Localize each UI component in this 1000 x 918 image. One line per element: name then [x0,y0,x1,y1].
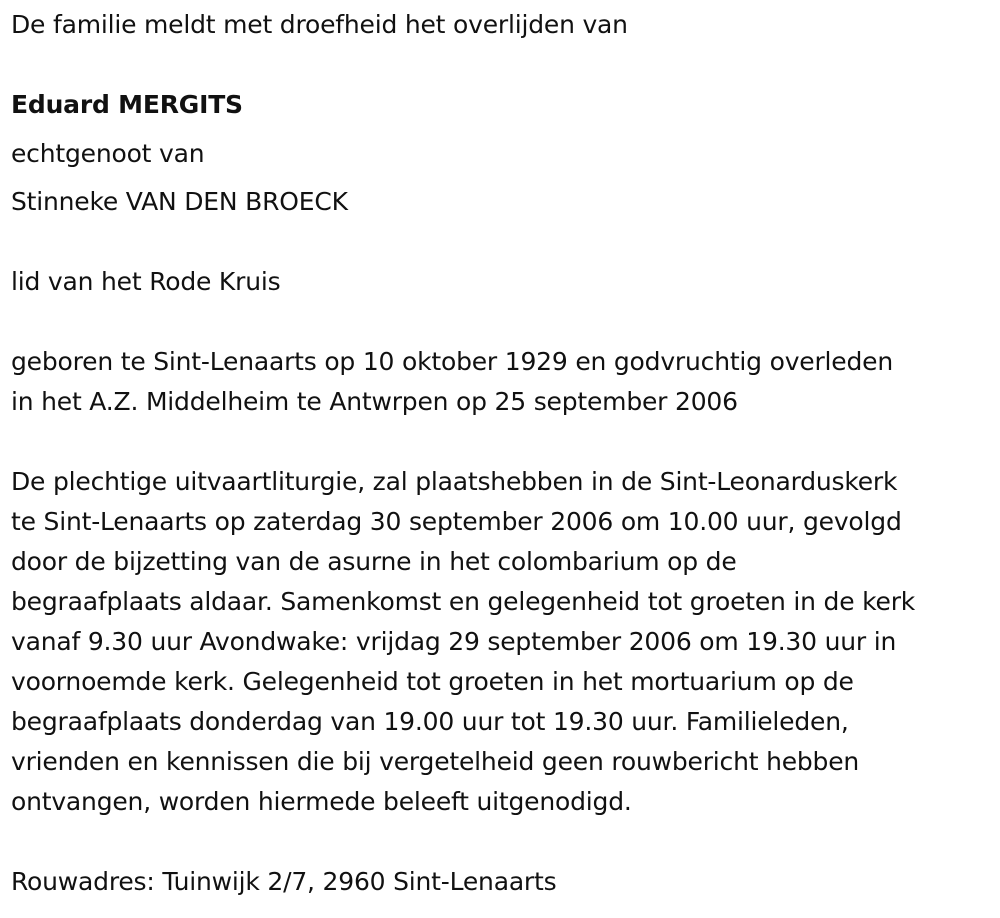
birth-death-line-2: in het A.Z. Middelheim te Antwrpen op 25 september 2006 [11,387,738,416]
birth-death-line-1: geboren te Sint-Lenaarts op 10 oktober 1929 en godvruchtig overleden [11,347,893,376]
ceremony-line-6: voornoemde kerk. Gelegenheid tot groeten in het mortuarium op de [11,667,854,696]
ceremony-line-5: vanaf 9.30 uur Avondwake: vrijdag 29 september 2006 om 19.30 uur in [11,627,897,656]
intro-line: De familie meldt met droefheid het overlijden van [11,10,628,39]
spouse-name: Stinneke VAN DEN BROECK [11,187,348,216]
ceremony-line-2: te Sint-Lenaarts op zaterdag 30 september 2006 om 10.00 uur, gevolgd [11,507,902,536]
ceremony-line-8: vrienden en kennissen die bij vergetelheid geen rouwbericht hebben [11,747,860,776]
membership-line: lid van het Rode Kruis [11,267,281,296]
ceremony-line-3: door de bijzetting van de asurne in het colombarium op de [11,547,737,576]
spouse-relation: echtgenoot van [11,139,205,168]
ceremony-line-4: begraafplaats aldaar. Samenkomst en gelegenheid tot groeten in de kerk [11,587,916,616]
ceremony-line-7: begraafplaats donderdag van 19.00 uur tot 19.30 uur. Familieleden, [11,707,849,736]
deceased-name: Eduard MERGITS [11,90,243,119]
mourning-address: Rouwadres: Tuinwijk 2/7, 2960 Sint-Lenaarts [11,867,557,896]
ceremony-line-1: De plechtige uitvaartliturgie, zal plaatshebben in de Sint-Leonarduskerk [11,467,898,496]
ceremony-line-9: ontvangen, worden hiermede beleeft uitgenodigd. [11,787,632,816]
